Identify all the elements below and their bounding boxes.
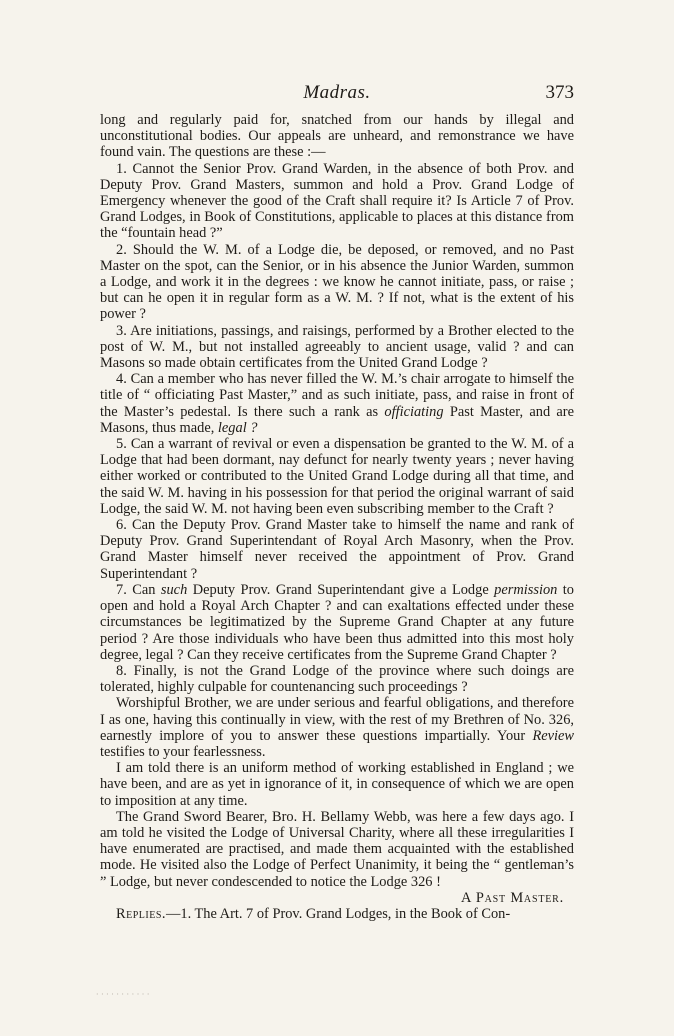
question-4-text: 4. Can a member who has never filled the W. M.’s chair arrogate to himself the title of “ officiating Past Master,” and as such initiate, pass, and raise in front of the Master’s pedestal. Is there such a rank as <box>100 371 574 420</box>
replies-label: Replies. <box>116 905 166 922</box>
signature: A Past Master. <box>461 889 564 906</box>
appeal-text: Worshipful Brother, we are under serious and fearful obligations, and therefore I as one, having this continually in view, with the rest of my Brethren of No. 326, earnestly implore of you to answer these questions impartially. Your <box>100 695 574 744</box>
page-number: 373 <box>545 82 574 103</box>
paragraph-appeal <box>100 695 574 760</box>
question-7 <box>100 582 574 663</box>
page-header <box>100 78 574 112</box>
replies-text: —1. The Art. 7 of Prov. Grand Lodges, in the Book of Con- <box>165 905 511 922</box>
document-page <box>100 78 574 1018</box>
paragraph-method: I am told there is an uniform method of working established in England ; we have been, and are as yet in ignorance of it, in consequence of which we are open to imposition at any time. <box>100 760 574 809</box>
question-3: 3. Are initiations, passings, and raisings, performed by a Brother elected to the post of W. M., but not installed agreeably to ancient usage, valid ? and can Masons so made obtain certificates from the United Grand Lodge ? <box>100 322 574 372</box>
question-7-text-end: to open and hold a Royal Arch Chapter ? and can exaltations effected under these circumstances be legitimatized by the Supreme Grand Chapter at any future period ? Are those individuals who have been thus admitted into this most holy degree, legal ? Can they receive certificates from the Supreme Grand Chapter ? <box>100 581 574 663</box>
question-7-emphasis-such: such <box>160 581 188 598</box>
question-8: 8. Finally, is not the Grand Lodge of the province where such doings are tolerated, highly culpable for countenancing such proceedings ? <box>100 662 574 696</box>
question-7-text: 7. Can <box>116 581 161 598</box>
question-4-emphasis-officiating: officiating <box>384 403 444 420</box>
running-title: Madras. <box>303 82 371 103</box>
paragraph-intro: long and regularly paid for, snatched from our hands by illegal and unconstitutional bodies. Our appeals are unheard, and remonstrance we have found vain. The questions are these :— <box>100 112 574 161</box>
appeal-emphasis-review: Review <box>532 727 574 744</box>
question-2: 2. Should the W. M. of a Lodge die, be deposed, or removed, and no Past Master on the spot, can the Senior, or in his absence the Junior Warden, summon a Lodge, and work it in the degrees : we know he cannot initiate, pass, or raise ; but can he open it in regular form as a W. M. ? If not, what is the extent of his power ? <box>100 241 574 323</box>
question-4-emphasis-legal: legal ? <box>217 419 258 436</box>
paragraph-sword-bearer: The Grand Sword Bearer, Bro. H. Bellamy Webb, was here a few days ago. I am told he visited the Lodge of Universal Charity, where all these irregularities I have enumerated are practised, and made them acquainted with the established mode. He visited also the Lodge of Perfect Unanimity, it being the “ gentleman’s ” Lodge, but never condescended to notice the Lodge 326 ! <box>100 808 574 890</box>
question-1: 1. Cannot the Senior Prov. Grand Warden, in the absence of both Prov. and Deputy Prov. Grand Masters, summon and hold a Prov. Grand Lodge of Emergency whenever the good of the Craft shall require it? Is Article 7 of Prov. Grand Lodges, in Book of Constitutions, applicable to places at this distance from the “fountain head ?” <box>100 160 574 242</box>
question-5: 5. Can a warrant of revival or even a dispensation be granted to the W. M. of a Lodge that had been dormant, nay defunct for nearly twenty years ; never having either worked or contributed to the United Grand Lodge during all that time, and the said W. M. having in his possession for that period the original warrant of said Lodge, the said W. M. not having been even subscribing member to the Craft ? <box>100 436 574 517</box>
question-7-emphasis-permission: permission <box>494 581 558 598</box>
question-7-text-middle: Deputy Prov. Grand Superintendant give a Lodge <box>187 581 495 598</box>
paragraph-replies <box>100 906 574 922</box>
question-4-text-middle: Past Master, and are Masons, thus made, <box>100 403 574 436</box>
body-text <box>100 112 574 922</box>
question-6: 6. Can the Deputy Prov. Grand Master take to himself the name and rank of Deputy Prov. Grand Superintendant of Royal Arch Masonry, when the Prov. Grand Master himself never received the appointment of Prov. Grand Superintendant ? <box>100 517 574 582</box>
appeal-text-end: testifies to your fearlessness. <box>100 743 266 760</box>
question-4 <box>100 371 574 436</box>
print-show-through: · · · · · · · · · · · <box>96 990 150 999</box>
